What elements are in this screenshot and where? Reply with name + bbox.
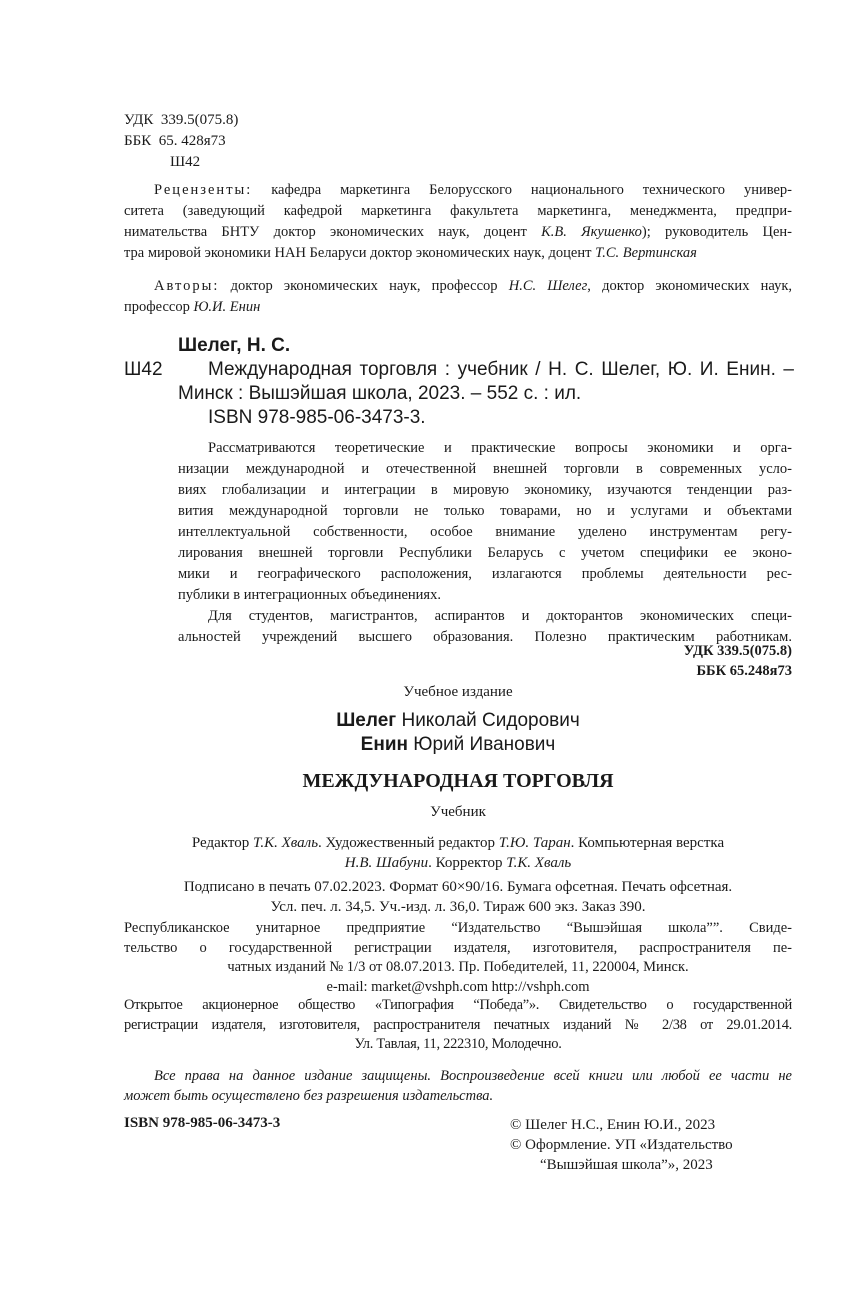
reviewers-line: кафедра маркетинга Белорусского национального технического универ- [271, 182, 792, 198]
udk-label: УДК [124, 112, 154, 128]
book-title: МЕЖДУНАРОДНАЯ ТОРГОВЛЯ [302, 770, 614, 792]
printer-address: Ул. Тавлая, 11, 222310, Молодечно. [354, 1036, 562, 1052]
authors-text: профессор [124, 299, 190, 315]
credits-block [124, 833, 792, 873]
credits-text: . Компьютерная верстка [570, 835, 725, 851]
reviewer-name: К.В. Якушенко [541, 224, 642, 240]
printer-block [124, 996, 792, 1055]
rights-notice [124, 1067, 792, 1106]
print-line: Усл. печ. л. 34,5. Уч.-изд. л. 36,0. Тираж 600 экз. Заказ 390. [270, 899, 646, 915]
copyright-publisher: “Вышэйшая школа”», 2023 [540, 1157, 713, 1173]
reviewers-line: ); руководитель Цен- [641, 224, 793, 240]
author2-name: Юрий Иванович [413, 734, 556, 755]
udk-value: 339.5(075.8) [160, 112, 239, 128]
annotation-line: низации международной и отечественной внешней торговли в современных усло- [178, 461, 792, 477]
publisher-contact: e-mail: market@vshph.com http://vshph.com [326, 978, 590, 995]
annotation-line: публики в интеграционных объединениях. [178, 587, 441, 603]
author1-name: Николай Сидорович [401, 710, 580, 731]
catalog-heading: Шелег, Н. С. [178, 335, 291, 356]
catalog-line: Минск : Вышэйшая школа, 2023. – 552 с. : ил. [178, 383, 582, 404]
annotation-line: виях глобализации и интеграции в мировую экономику, изучаются тенденции раз- [178, 482, 792, 498]
bbk-label: ББК [124, 133, 152, 149]
author-name: Ю.И. Енин [193, 299, 261, 315]
publisher-line: чатных изданий № 1/3 от 08.07.2013. Пр. Победителей, 11, 220004, Минск. [227, 959, 689, 975]
reviewers-label: Рецензенты: [154, 182, 253, 198]
annotation-line: мики и географического расположения, излагаются проблемы деятельности рес- [178, 566, 792, 582]
reviewers-line: тра мировой экономики НАН Беларуси доктор экономических наук, доцент [124, 245, 592, 261]
printer-line: Открытое акционерное общество «Типография “Победа”». Свидетельство о государственной [124, 997, 792, 1013]
author1-surname: Шелег [336, 710, 397, 731]
annotation-line: альностей учреждений высшего образования. Полезно практическим работникам. [178, 629, 792, 645]
authors-text: доктор экономических наук, профессор [230, 278, 498, 294]
editor-name: Т.К. Хваль [252, 835, 319, 851]
annotation-block [178, 438, 792, 648]
annotation-line: вития международной торговли не только товарами, но и услугами и объектами [178, 503, 792, 519]
authors-block [124, 276, 792, 318]
classification-codes-right [684, 641, 792, 681]
author2-surname: Енин [360, 734, 408, 755]
rights-line: может быть осуществлено без разрешения издательства. [124, 1087, 494, 1104]
edition-type: Учебное издание [403, 684, 513, 700]
authors-text: , доктор экономических наук, [587, 278, 793, 294]
author-mark: Ш42 [170, 154, 201, 170]
bbk-value: 65. 428я73 [158, 133, 226, 149]
annotation-line: Рассматриваются теоретические и практические вопросы экономики и орга- [208, 440, 792, 456]
catalog-line: Международная торговля : учебник / Н. С. Шелег, Ю. И. Енин. – [208, 359, 794, 380]
credits-text: . Корректор [428, 855, 503, 871]
annotation-line: интеллектуальной собственности, особое внимание уделено инструментам регу- [178, 524, 792, 540]
catalog-card [124, 334, 794, 430]
reviewers-block [124, 180, 792, 264]
copyright-block [510, 1115, 733, 1175]
reviewers-line: нимательства БНТУ доктор экономических наук, доцент [124, 224, 527, 240]
printer-line: регистрации издателя, изготовителя, распространителя печатных изданий № 2/38 от 29.01.2014. [124, 1016, 792, 1033]
author-name: Н.С. Шелег [508, 278, 588, 294]
copyright-authors: © Шелег Н.С., Енин Ю.И., 2023 [510, 1117, 716, 1133]
bbk-right: ББК 65.248я73 [696, 663, 792, 679]
footer-isbn: ISBN 978-985-06-3473-3 [124, 1115, 281, 1131]
publisher-line: тельство о государственной регистрации издателя, изготовителя, распространителя пе- [124, 939, 792, 956]
publisher-block [124, 919, 792, 997]
credits-text: Редактор [191, 835, 250, 851]
book-subtitle: Учебник [430, 804, 486, 820]
classification-codes [124, 110, 238, 173]
catalog-mark: Ш42 [124, 359, 163, 380]
annotation-line: лирования внешней торговли Республики Беларусь с учетом специфики ее эконо- [178, 545, 792, 561]
udk-right: УДК 339.5(075.8) [683, 643, 792, 659]
layout-name: Н.В. Шабуни [344, 855, 429, 871]
corrector-name: Т.К. Хваль [506, 855, 572, 871]
authors-label: Авторы: [154, 278, 220, 294]
credits-text: . Художественный редактор [318, 835, 496, 851]
art-editor-name: Т.Ю. Таран [498, 835, 571, 851]
print-line: Подписано в печать 07.02.2023. Формат 60×90/16. Бумага офсетная. Печать офсетная. [183, 879, 733, 895]
publisher-line: Республиканское унитарное предприятие “Издательство “Вышэйшая школа””. Свиде- [124, 920, 792, 936]
reviewers-line: ситета (заведующий кафедрой маркетинга факультета маркетинга, менеджмента, предпри- [124, 203, 792, 219]
catalog-isbn: ISBN 978-985-06-3473-3. [208, 407, 426, 428]
reviewer-name: Т.С. Вертинская [595, 245, 697, 261]
annotation-line: Для студентов, магистрантов, аспирантов и докторантов экономических специ- [208, 608, 792, 624]
rights-line: Все права на данное издание защищены. Воспроизведение всей книги или любой ее части не [154, 1068, 792, 1084]
authors-full [124, 709, 792, 757]
copyright-design: © Оформление. УП «Издательство [510, 1137, 733, 1153]
print-info [124, 877, 792, 917]
